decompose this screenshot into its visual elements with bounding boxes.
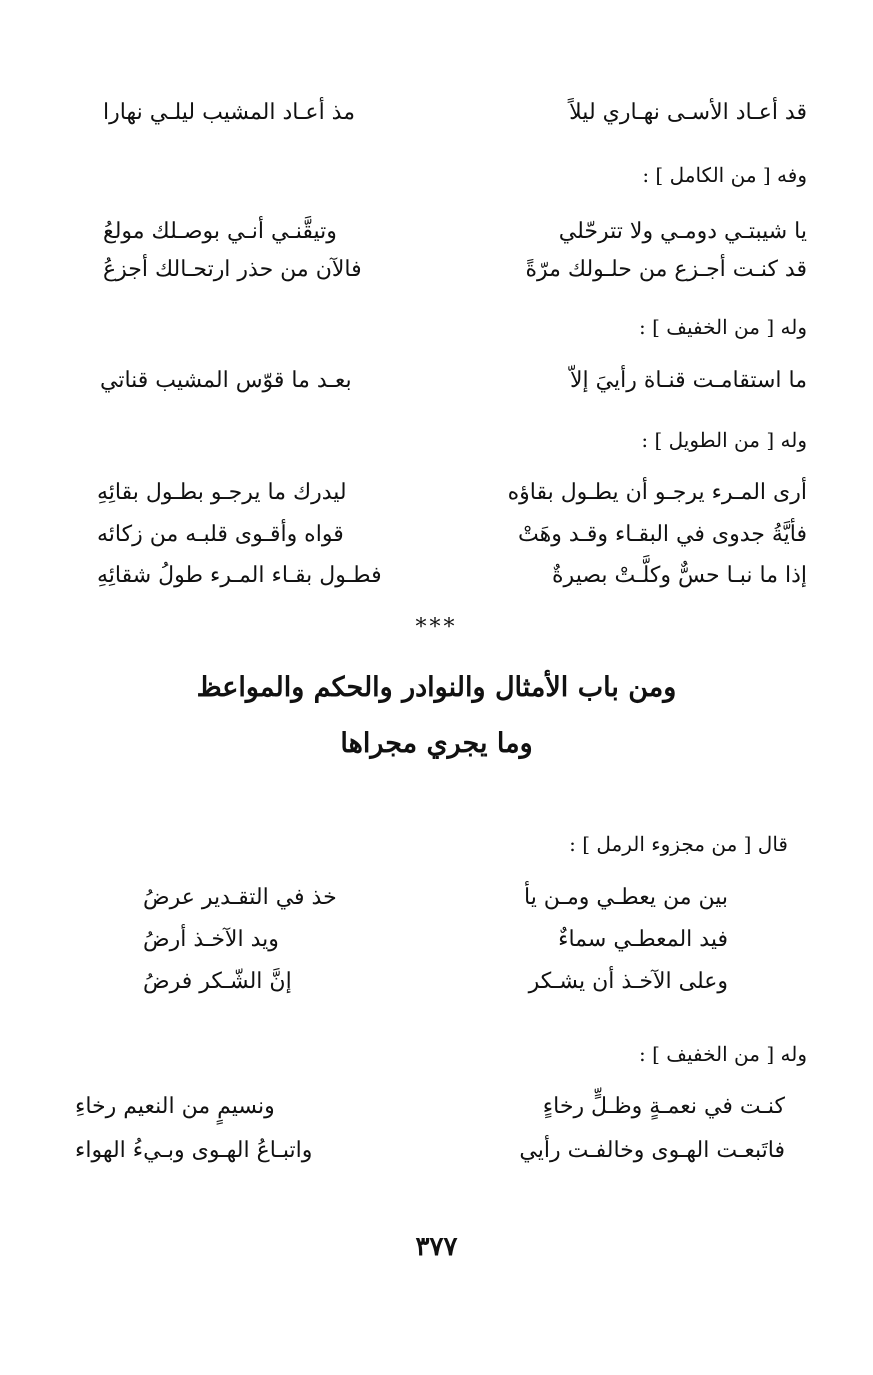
hemistich-right: قد كنـت أجـزع من حلـولك مرّةً xyxy=(525,257,807,282)
hemistich-right: قد أعـاد الأسـى نهـاري ليلاً xyxy=(569,100,807,125)
hemistich-right: كنـت في نعمـةٍ وظـلٍّ رخاءٍ xyxy=(542,1094,785,1119)
hemistich-right: أرى المـرء يرجـو أن يطـول بقاؤه xyxy=(507,480,807,505)
hemistich-left: خذ في التقـدير عرضُ xyxy=(143,885,337,910)
hemistich-right: فاتَبعـت الهـوى وخالفـت رأيي xyxy=(519,1138,785,1163)
hemistich-left: واتبـاعُ الهـوى وبـيءُ الهواء xyxy=(75,1138,313,1163)
hemistich-left: فطـول بقـاء المـرء طولُ شقائِهِ xyxy=(97,563,382,588)
meter-intro: قال [ من مجزوء الرمل ] : xyxy=(569,832,788,856)
meter-intro: وله [ من الطويل ] : xyxy=(641,428,807,452)
hemistich-left: وتيقَّنـي أنـي بوصـلك مولعُ xyxy=(103,219,337,244)
hemistich-left: إنَّ الشّـكر فرضُ xyxy=(143,969,292,994)
hemistich-right: إذا ما نبـا حسٌّ وكلَّـتْ بصيرةٌ xyxy=(552,563,807,588)
hemistich-left: قواه وأقـوى قلبـه من زكائه xyxy=(97,522,344,547)
section-separator: *** xyxy=(415,615,458,640)
hemistich-left: فالآن من حذر ارتحـالك أجزعُ xyxy=(103,257,362,282)
hemistich-left: مذ أعـاد المشيب ليلـي نهارا xyxy=(103,100,356,125)
page-number: ٣٧٧ xyxy=(415,1232,458,1262)
hemistich-right: يا شيبتـي دومـي ولا تترحّلي xyxy=(558,219,807,244)
hemistich-left: ليدرك ما يرجـو بطـول بقائِهِ xyxy=(97,480,347,505)
meter-intro: وله [ من الخفيف ] : xyxy=(639,315,807,339)
meter-intro: وله [ من الخفيف ] : xyxy=(639,1042,807,1066)
hemistich-right: بين من يعطـي ومـن يأ xyxy=(523,885,728,910)
chapter-heading: ومن باب الأمثال والنوادر والحكم والمواعظ xyxy=(196,672,677,703)
meter-intro: وفه [ من الكامل ] : xyxy=(642,163,807,187)
hemistich-right: فأيَّةُ جدوى في البقـاء وقـد وهَتْ xyxy=(518,522,807,547)
hemistich-right: ما استقامـت قنـاة رأييَ إلاّ xyxy=(570,368,807,393)
hemistich-left: ويد الآخـذ أرضُ xyxy=(143,927,279,952)
hemistich-right: وعلى الآخـذ أن يشـكر xyxy=(528,969,728,994)
hemistich-right: فيد المعطـي سماءٌ xyxy=(558,927,728,952)
hemistich-left: ونسيمٍ من النعيم رخاءِ xyxy=(75,1094,275,1119)
hemistich-left: بعـد ما قوّس المشيب قناتي xyxy=(100,368,352,393)
chapter-subheading: وما يجري مجراها xyxy=(340,728,533,759)
